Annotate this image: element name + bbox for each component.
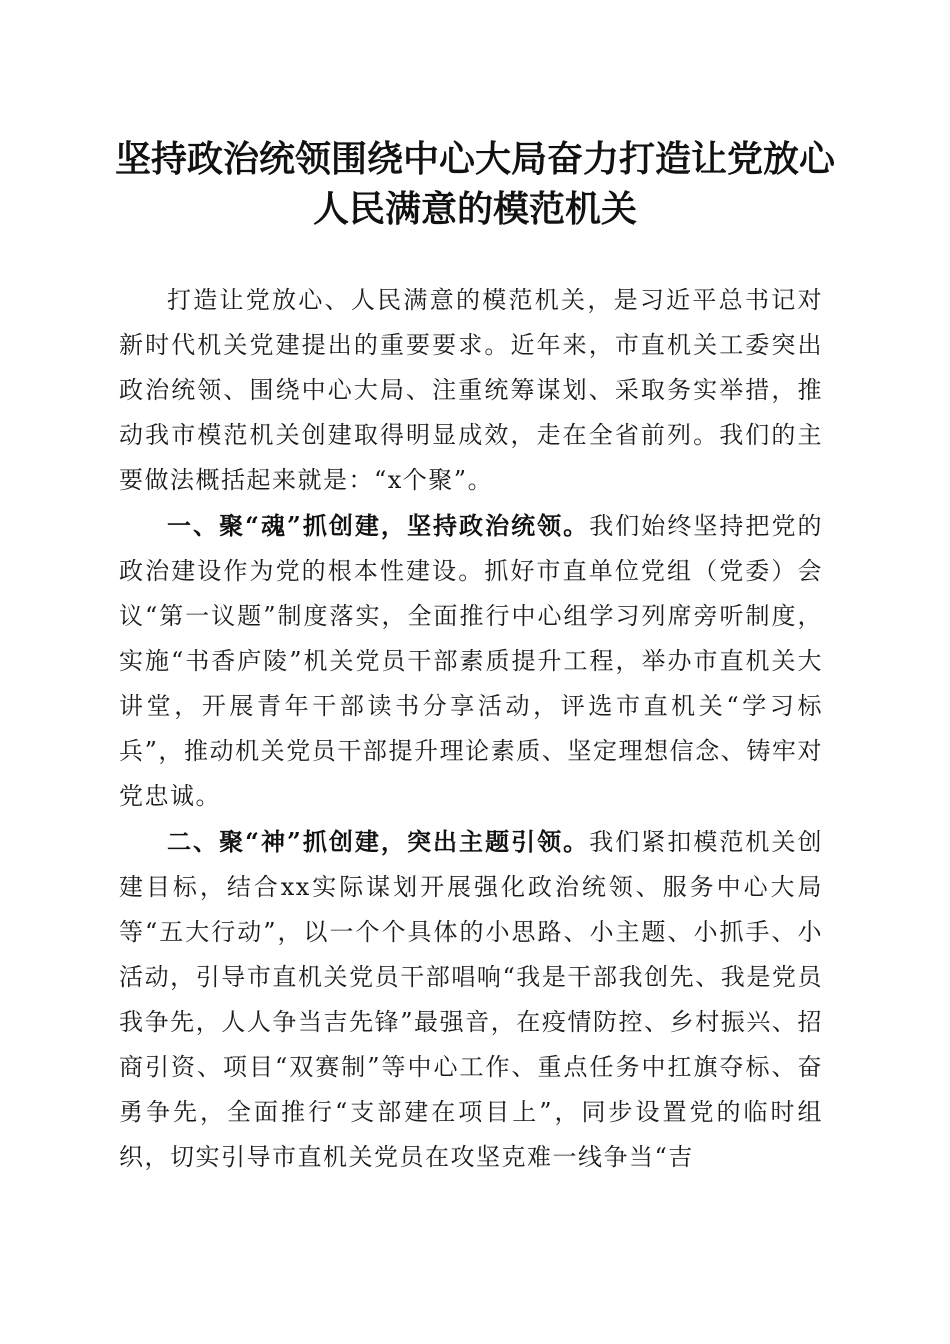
paragraph-intro: [119, 278, 823, 503]
paragraph-section-2: [119, 819, 823, 1180]
title-line-2: 人民满意的模范机关: [312, 188, 637, 230]
paragraph-text: 打造让党放心、人民满意的模范机关，是习近平总书记对新时代机关党建提出的重要要求。近年来，市直机关工委突出政治统领、围绕中心大局、注重统筹谋划、采取务实举措，推动我市模范机关创建取得明显成效，走在全省前列。我们的主要做法概括起来就是：“x个聚”。: [119, 286, 823, 494]
document-body: [119, 278, 823, 1180]
document-title: [100, 134, 850, 234]
paragraph-text: 我们始终坚持把党的政治建设作为党的根本性建设。抓好市直单位党组（党委）会议“第一议题”制度落实，全面推行中心组学习列席旁听制度，实施“书香庐陵”机关党员干部素质提升工程，举办市直机关大讲堂，开展青年干部读书分享活动，评选市直机关“学习标兵”，推动机关党员干部提升理论素质、坚定理想信念、铸牢对党忠诚。: [119, 512, 824, 810]
paragraph-section-1: [119, 503, 823, 819]
section-heading: 一、聚“魂”抓创建，坚持政治统领。: [167, 511, 590, 540]
title-line-1: 坚持政治统领围绕中心大局奋力打造让党放心: [114, 138, 835, 180]
paragraph-text: 我们紧扣模范机关创建目标，结合xx实际谋划开展强化政治统领、服务中心大局等“五大行动”，以一个个具体的小思路、小主题、小抓手、小活动，引导市直机关党员干部唱响“我是干部我创先、我是党员我争先，人人争当吉先锋”最强音，在疫情防控、乡村振兴、招商引资、项目“双赛制”等中心工作、重点任务中扛旗夺标、奋勇争先，全面推行“支部建在项目上”，同步设置党的临时组织，切实引导市直机关党员在攻坚克难一线争当“吉: [119, 828, 824, 1171]
section-heading: 二、聚“神”抓创建，突出主题引领。: [167, 827, 590, 856]
